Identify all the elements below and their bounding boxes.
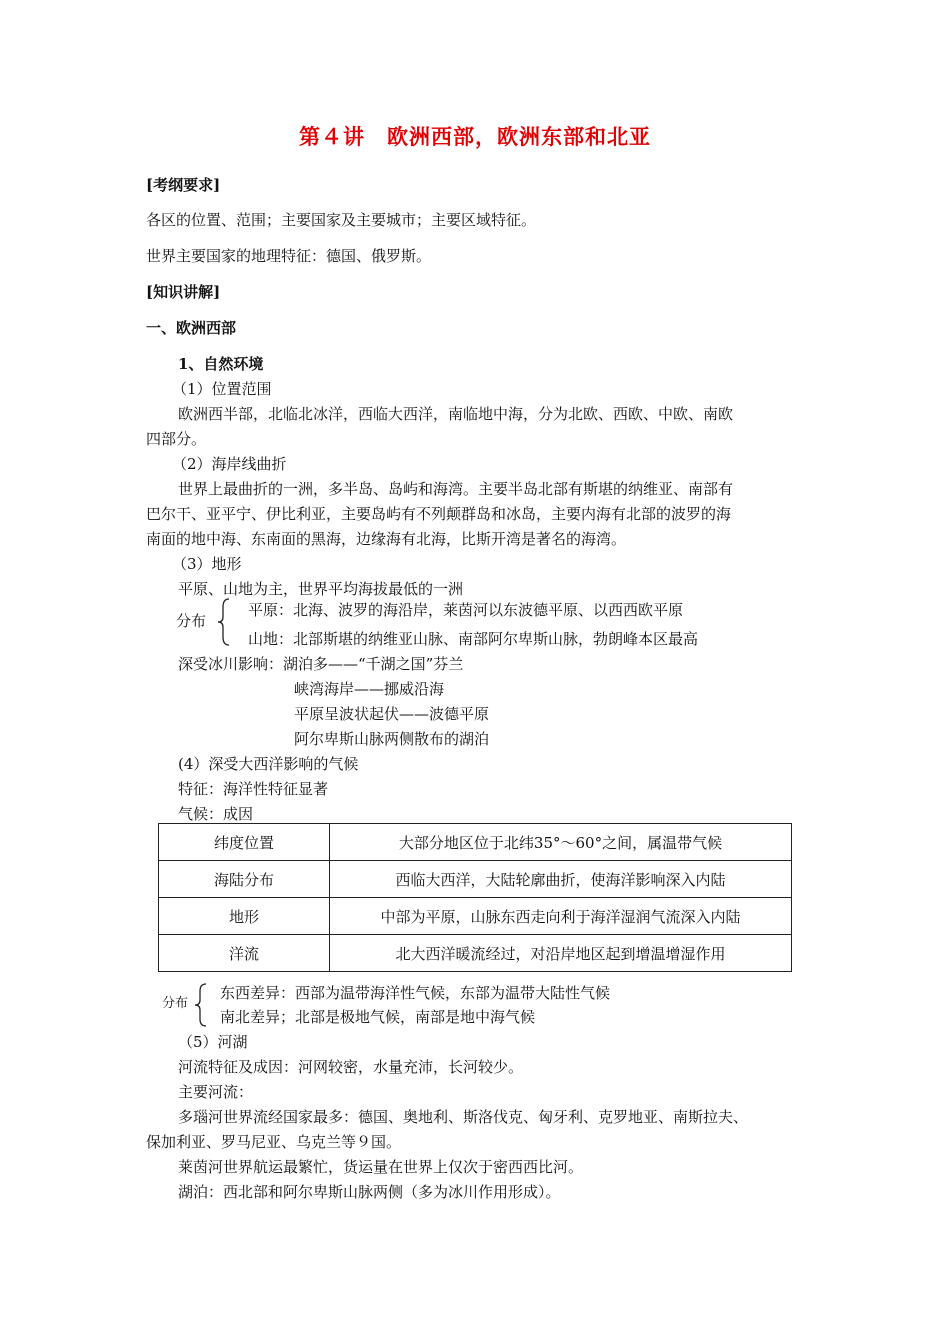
p5-line-1: 河流特征及成因：河网较密，水量充沛，长河较少。 xyxy=(178,1058,524,1076)
p2-line-2: 巴尔干、亚平宁、伊比利亚，主要岛屿有不列颠群岛和冰岛，主要内海有北部的波罗的海 xyxy=(146,505,732,523)
table-row xyxy=(159,824,792,861)
p3-glacier-1: 深受冰川影响：湖泊多——“千湖之国”芬兰 xyxy=(178,655,464,673)
p4-feature: 特征：海洋性特征显著 xyxy=(178,780,329,798)
table-cell-factor: 地形 xyxy=(159,898,330,935)
table-row xyxy=(159,898,792,935)
table-cell-factor: 海陆分布 xyxy=(159,861,330,898)
table-row xyxy=(159,861,792,898)
p4-distribution-label: 分布 xyxy=(162,996,189,1011)
p3-plain: 平原：北海、波罗的海沿岸，莱茵河以东波德平原、以西西欧平原 xyxy=(248,601,684,619)
p4-brace xyxy=(193,982,209,1028)
requirements-line-2: 世界主要国家的地理特征：德国、俄罗斯。 xyxy=(146,247,432,265)
page-title: 第４讲 欧洲西部，欧洲东部和北亚 xyxy=(299,124,651,149)
subsection-natural-env: 1、自然环境 xyxy=(178,355,264,373)
requirements-line-1: 各区的位置、范围；主要国家及主要城市；主要区域特征。 xyxy=(146,211,537,229)
table-cell-factor: 洋流 xyxy=(159,935,330,972)
p5-line-4: 保加利亚、罗马尼亚、乌克兰等９国。 xyxy=(146,1133,402,1151)
p2-line-3: 南面的地中海、东南面的黑海，边缘海有北海，比斯开湾是著名的海湾。 xyxy=(146,530,627,548)
p3-glacier-3: 平原呈波状起伏——波德平原 xyxy=(294,705,490,723)
table-cell-desc: 北大西洋暖流经过，对沿岸地区起到增温增湿作用 xyxy=(330,935,792,972)
table-cell-factor: 纬度位置 xyxy=(159,824,330,861)
p3-line-1: 平原、山地为主，世界平均海拔最低的一洲 xyxy=(178,580,464,598)
knowledge-heading: [知识讲解] xyxy=(146,283,221,301)
table-cell-desc: 大部分地区位于北纬35°～60°之间，属温带气候 xyxy=(330,824,792,861)
p1-title: （1）位置范围 xyxy=(172,380,272,398)
p3-glacier-2: 峡湾海岸——挪威沿海 xyxy=(294,680,445,698)
p2-title: （2）海岸线曲折 xyxy=(172,455,287,473)
p5-line-5: 莱茵河世界航运最繁忙，货运量在世界上仅次于密西西比河。 xyxy=(178,1158,584,1176)
p4-north-south: 南北差异；北部是极地气候，南部是地中海气候 xyxy=(220,1008,536,1026)
p3-brace xyxy=(215,597,233,647)
climate-cause-table xyxy=(158,823,792,972)
table-cell-desc: 西临大西洋，大陆轮廓曲折，使海洋影响深入内陆 xyxy=(330,861,792,898)
p5-line-6: 湖泊：西北部和阿尔卑斯山脉两侧（多为冰川作用形成）。 xyxy=(178,1183,561,1201)
requirements-heading: [考纲要求] xyxy=(146,176,221,194)
p4-east-west: 东西差异：西部为温带海洋性气候，东部为温带大陆性气候 xyxy=(220,984,611,1002)
p1-line-2: 四部分。 xyxy=(146,430,207,448)
p4-cause: 气候：成因 xyxy=(178,805,254,823)
p5-line-2: 主要河流： xyxy=(178,1083,254,1101)
p5-title: （5）河湖 xyxy=(178,1033,248,1051)
section-1-heading: 一、欧洲西部 xyxy=(146,319,237,337)
p3-distribution-label: 分布 xyxy=(176,612,207,630)
p2-line-1: 世界上最曲折的一洲，多半岛、岛屿和海湾。主要半岛北部有斯堪的纳维亚、南部有 xyxy=(178,480,734,498)
p3-title: （3）地形 xyxy=(172,555,242,573)
p4-title: (4）深受大西洋影响的气候 xyxy=(178,755,359,773)
p1-line-1: 欧洲西半部，北临北冰洋，西临大西洋，南临地中海，分为北欧、西欧、中欧、南欧 xyxy=(178,405,734,423)
p5-line-3: 多瑙河世界流经国家最多：德国、奥地利、斯洛伐克、匈牙利、克罗地亚、南斯拉夫、 xyxy=(178,1108,749,1126)
table-cell-desc: 中部为平原，山脉东西走向利于海洋湿润气流深入内陆 xyxy=(330,898,792,935)
p3-mountain: 山地：北部斯堪的纳维亚山脉、南部阿尔卑斯山脉，勃朗峰本区最高 xyxy=(248,630,699,648)
p3-glacier-4: 阿尔卑斯山脉两侧散布的湖泊 xyxy=(294,730,490,748)
table-row xyxy=(159,935,792,972)
